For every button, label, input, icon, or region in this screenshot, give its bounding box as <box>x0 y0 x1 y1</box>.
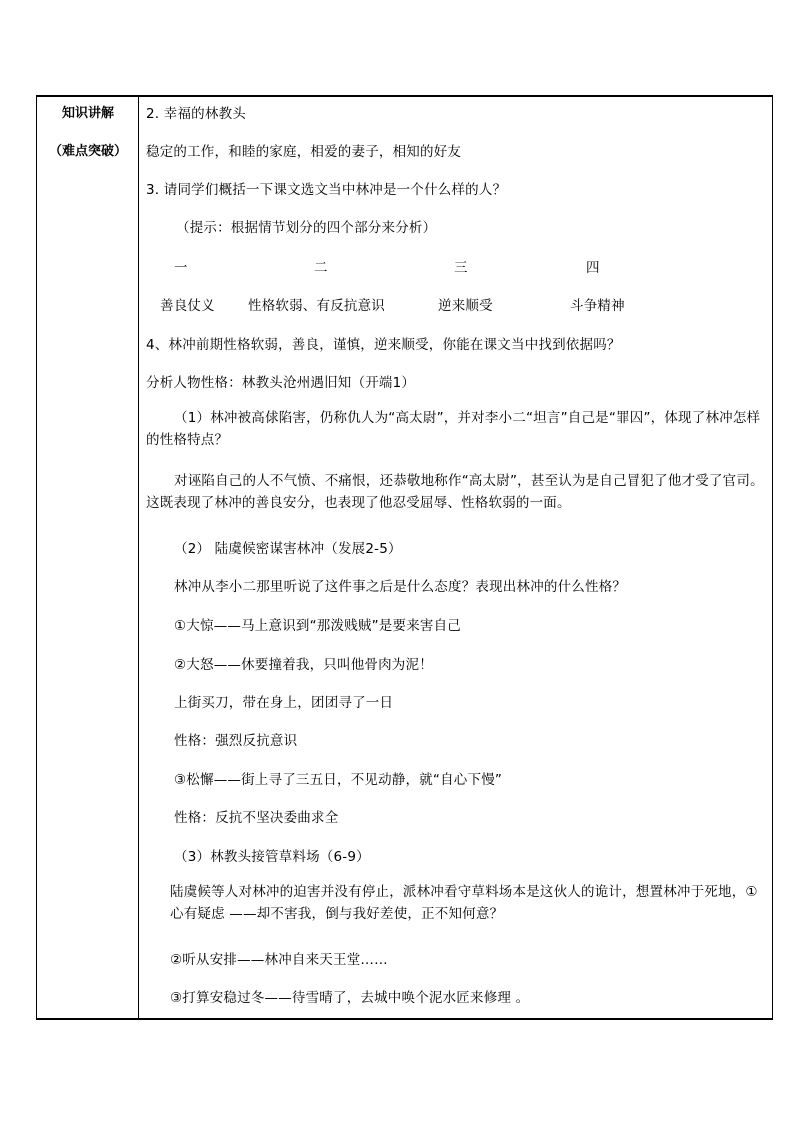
table-bottom-border <box>36 1018 773 1020</box>
trait-one: 善良仗义 <box>160 298 215 314</box>
table-top-border <box>36 95 773 97</box>
part-one: 一 <box>174 260 188 276</box>
trait-three: 逆来顺受 <box>438 298 493 314</box>
part-three: 三 <box>454 260 468 276</box>
point-3-2: ②听从安排——林冲自来天王堂…… <box>170 952 388 968</box>
column-divider <box>138 95 139 1020</box>
point-3-3: ③打算安稳过冬——待雪晴了，去城中唤个泥水匠来修理 。 <box>170 990 530 1006</box>
question-3: 3. 请同学们概括一下课文选文当中林冲是一个什么样的人？ <box>146 182 507 198</box>
analysis-title: 分析人物性格：林教头沧州遇旧知（开端1） <box>146 375 416 391</box>
paragraph-answer-1: 对诬陷自己的人不气愤、不痛恨，还恭敬地称作“高太尉”，甚至认为是自己冒犯了他才受了官司。这既表现了林冲的善良安分，也表现了他忍受屈辱、性格软弱的一面。 <box>146 473 764 511</box>
point-3: ③松懈——街上寻了三五日，不见动静，就“自心下慢” <box>174 772 503 788</box>
section-sublabel: （难点突破） <box>48 144 127 159</box>
part-two: 二 <box>314 260 328 276</box>
trait-four: 斗争精神 <box>570 298 625 314</box>
trait-weak: 性格：反抗不坚决委曲求全 <box>174 810 339 826</box>
content-line: 稳定的工作，和睦的家庭，相爱的妻子，相知的好友 <box>146 144 462 160</box>
point-1: ①大惊——马上意识到“那泼贱贼”是要来害自己 <box>174 618 461 634</box>
trait-two: 性格软弱、有反抗意识 <box>248 298 385 314</box>
part-four: 四 <box>586 260 600 276</box>
question-2: 林冲从李小二那里听说了这件事之后是什么态度？表现出林冲的什么性格？ <box>174 579 627 595</box>
sub-heading-3: （3）林教头接管草料场（6-9） <box>174 849 370 865</box>
hint-line: （提示：根据情节划分的四个部分来分析） <box>176 220 437 236</box>
point-2-detail: 上街买刀，带在身上，团团寻了一日 <box>174 695 394 711</box>
content-heading: 2. 幸福的林教头 <box>146 106 246 122</box>
point-2: ②大怒——休要撞着我，只叫他骨肉为泥！ <box>174 657 433 673</box>
section-label: 知识讲解 <box>61 106 114 121</box>
trait-strong: 性格：强烈反抗意识 <box>174 733 298 749</box>
sub-heading-2: （2） 陆虞候密谋害林冲（发展2-5） <box>174 541 402 557</box>
paragraph-3: 陆虞候等人对林冲的迫害并没有停止，派林冲看守草料场本是这伙人的诡计，想置林冲于死地，①心有疑虑 ——却不害我，倒与我好差使，正不知何意？ <box>170 884 758 922</box>
paragraph-question-1: （1）林冲被高俅陷害，仍称仇人为“高太尉”，并对李小二“坦言”自己是“罪囚”，体现了林冲怎样的性格特点？ <box>146 410 761 448</box>
question-4: 4、林冲前期性格软弱，善良，谨慎，逆来顺受，你能在课文当中找到依据吗？ <box>146 337 621 353</box>
